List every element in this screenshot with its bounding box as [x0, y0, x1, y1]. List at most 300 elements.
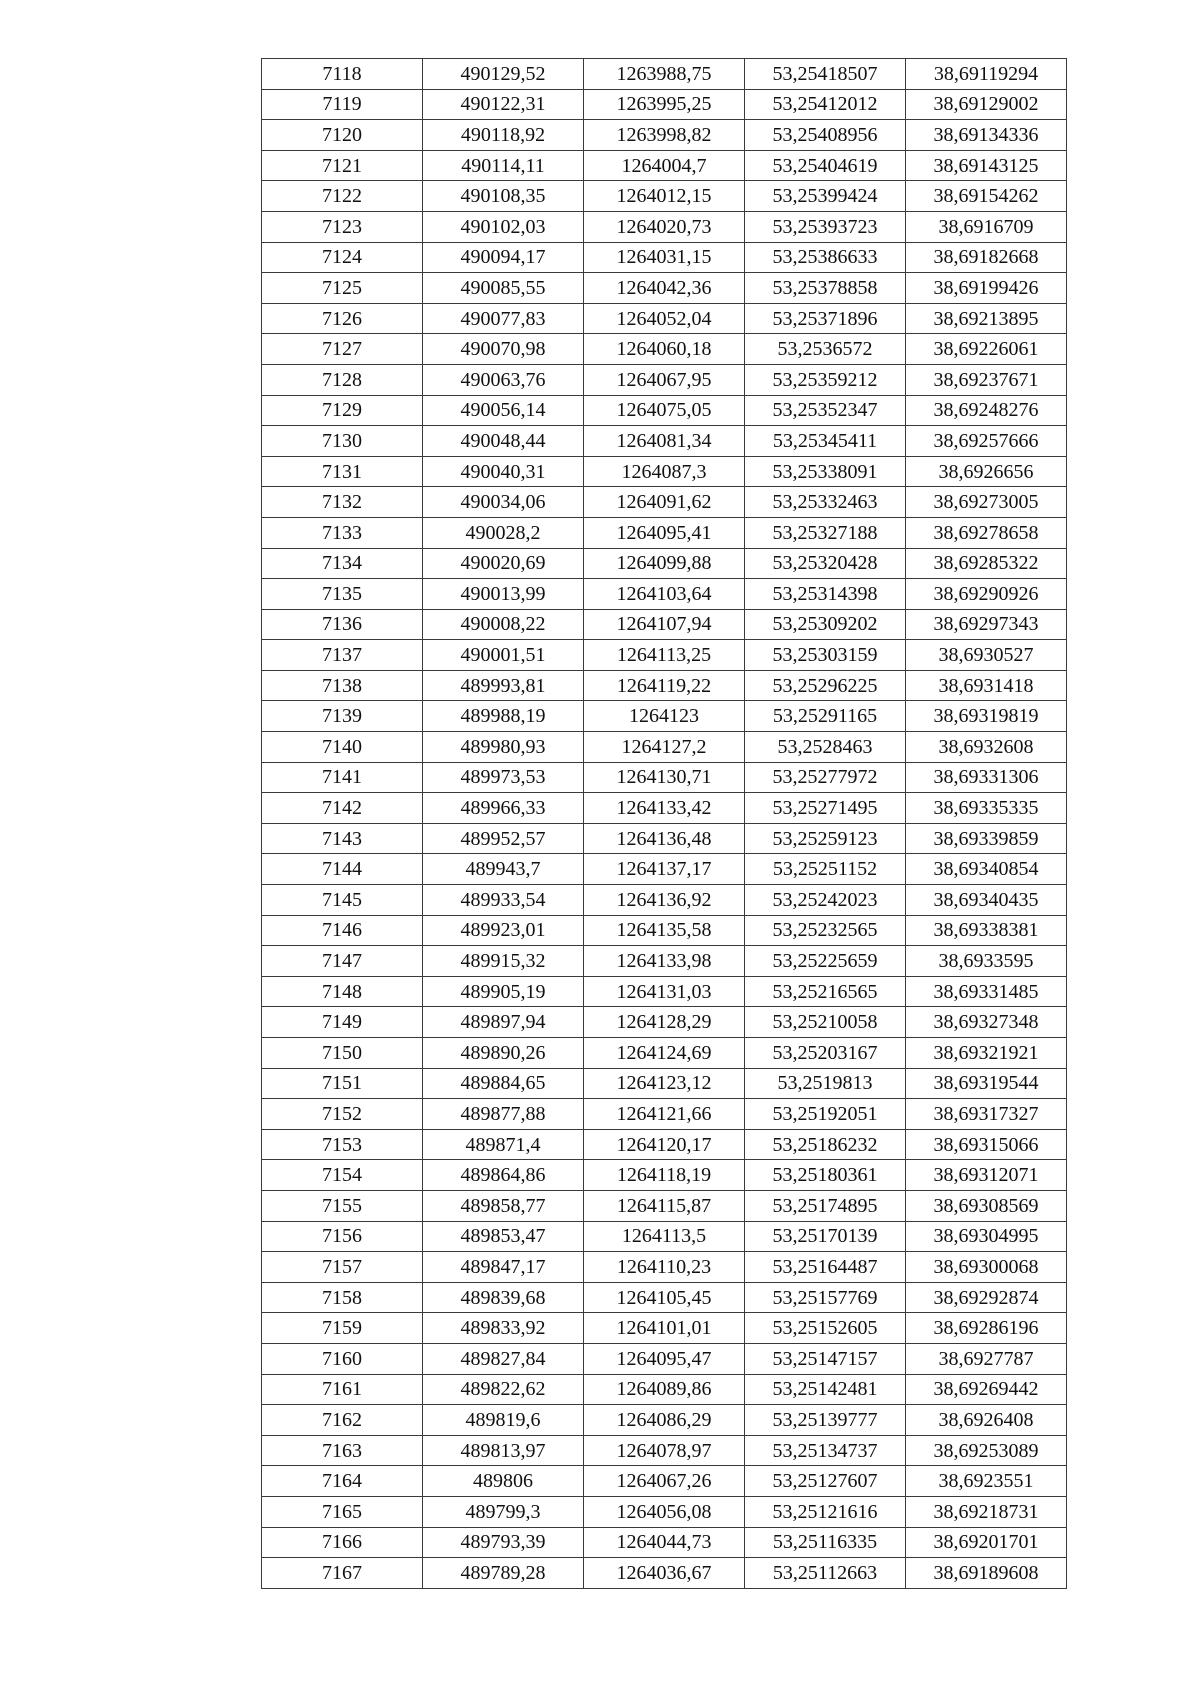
point-number-cell: 7132 [262, 487, 423, 518]
longitude-cell: 38,69317327 [906, 1099, 1067, 1130]
longitude-cell: 38,69300068 [906, 1252, 1067, 1283]
table-row [262, 211, 1067, 242]
longitude-cell: 38,6926408 [906, 1405, 1067, 1436]
y-coordinate-cell: 1264127,2 [584, 732, 745, 763]
longitude-cell: 38,69201701 [906, 1527, 1067, 1558]
x-coordinate-cell: 489952,57 [423, 823, 584, 854]
x-coordinate-cell: 489943,7 [423, 854, 584, 885]
y-coordinate-cell: 1264056,08 [584, 1496, 745, 1527]
table-row [262, 701, 1067, 732]
point-number-cell: 7138 [262, 670, 423, 701]
table-row [262, 303, 1067, 334]
x-coordinate-cell: 490094,17 [423, 242, 584, 273]
table-row [262, 823, 1067, 854]
latitude-cell: 53,25359212 [745, 364, 906, 395]
longitude-cell: 38,69253089 [906, 1435, 1067, 1466]
y-coordinate-cell: 1264078,97 [584, 1435, 745, 1466]
table-row [262, 1190, 1067, 1221]
y-coordinate-cell: 1264121,66 [584, 1099, 745, 1130]
longitude-cell: 38,69278658 [906, 517, 1067, 548]
table-row [262, 732, 1067, 763]
longitude-cell: 38,69290926 [906, 579, 1067, 610]
table-row [262, 59, 1067, 90]
y-coordinate-cell: 1264099,88 [584, 548, 745, 579]
y-coordinate-cell: 1264105,45 [584, 1282, 745, 1313]
x-coordinate-cell: 489966,33 [423, 793, 584, 824]
latitude-cell: 53,25320428 [745, 548, 906, 579]
table-row [262, 640, 1067, 671]
y-coordinate-cell: 1264131,03 [584, 976, 745, 1007]
longitude-cell: 38,69340435 [906, 885, 1067, 916]
x-coordinate-cell: 489806 [423, 1466, 584, 1497]
y-coordinate-cell: 1264087,3 [584, 456, 745, 487]
coordinates-table-body [262, 59, 1067, 1589]
table-row [262, 885, 1067, 916]
point-number-cell: 7127 [262, 334, 423, 365]
x-coordinate-cell: 490001,51 [423, 640, 584, 671]
table-row [262, 181, 1067, 212]
point-number-cell: 7143 [262, 823, 423, 854]
longitude-cell: 38,69129002 [906, 89, 1067, 120]
point-number-cell: 7154 [262, 1160, 423, 1191]
x-coordinate-cell: 490077,83 [423, 303, 584, 334]
longitude-cell: 38,6916709 [906, 211, 1067, 242]
y-coordinate-cell: 1264115,87 [584, 1190, 745, 1221]
latitude-cell: 53,25170139 [745, 1221, 906, 1252]
point-number-cell: 7162 [262, 1405, 423, 1436]
latitude-cell: 53,25378858 [745, 273, 906, 304]
x-coordinate-cell: 489827,84 [423, 1343, 584, 1374]
x-coordinate-cell: 489884,65 [423, 1068, 584, 1099]
x-coordinate-cell: 489915,32 [423, 946, 584, 977]
table-row [262, 1007, 1067, 1038]
table-row [262, 976, 1067, 1007]
table-row [262, 120, 1067, 151]
table-row [262, 1038, 1067, 1069]
longitude-cell: 38,69273005 [906, 487, 1067, 518]
x-coordinate-cell: 489897,94 [423, 1007, 584, 1038]
point-number-cell: 7144 [262, 854, 423, 885]
x-coordinate-cell: 489799,3 [423, 1496, 584, 1527]
longitude-cell: 38,69335335 [906, 793, 1067, 824]
point-number-cell: 7167 [262, 1558, 423, 1589]
longitude-cell: 38,69218731 [906, 1496, 1067, 1527]
latitude-cell: 53,25242023 [745, 885, 906, 916]
y-coordinate-cell: 1264004,7 [584, 150, 745, 181]
y-coordinate-cell: 1264089,86 [584, 1374, 745, 1405]
table-row [262, 854, 1067, 885]
x-coordinate-cell: 489813,97 [423, 1435, 584, 1466]
x-coordinate-cell: 490040,31 [423, 456, 584, 487]
latitude-cell: 53,25192051 [745, 1099, 906, 1130]
point-number-cell: 7134 [262, 548, 423, 579]
point-number-cell: 7158 [262, 1282, 423, 1313]
table-row [262, 1160, 1067, 1191]
latitude-cell: 53,25418507 [745, 59, 906, 90]
table-row [262, 364, 1067, 395]
table-row [262, 793, 1067, 824]
latitude-cell: 53,25142481 [745, 1374, 906, 1405]
table-row [262, 426, 1067, 457]
point-number-cell: 7166 [262, 1527, 423, 1558]
longitude-cell: 38,69304995 [906, 1221, 1067, 1252]
point-number-cell: 7147 [262, 946, 423, 977]
latitude-cell: 53,25251152 [745, 854, 906, 885]
longitude-cell: 38,69154262 [906, 181, 1067, 212]
y-coordinate-cell: 1264113,5 [584, 1221, 745, 1252]
latitude-cell: 53,25352347 [745, 395, 906, 426]
longitude-cell: 38,6931418 [906, 670, 1067, 701]
x-coordinate-cell: 490114,11 [423, 150, 584, 181]
longitude-cell: 38,69319544 [906, 1068, 1067, 1099]
latitude-cell: 53,25332463 [745, 487, 906, 518]
latitude-cell: 53,25203167 [745, 1038, 906, 1069]
longitude-cell: 38,6923551 [906, 1466, 1067, 1497]
y-coordinate-cell: 1263988,75 [584, 59, 745, 90]
y-coordinate-cell: 1263995,25 [584, 89, 745, 120]
table-row [262, 150, 1067, 181]
x-coordinate-cell: 490028,2 [423, 517, 584, 548]
table-row [262, 609, 1067, 640]
latitude-cell: 53,25386633 [745, 242, 906, 273]
latitude-cell: 53,25399424 [745, 181, 906, 212]
point-number-cell: 7157 [262, 1252, 423, 1283]
y-coordinate-cell: 1264101,01 [584, 1313, 745, 1344]
x-coordinate-cell: 490063,76 [423, 364, 584, 395]
y-coordinate-cell: 1264095,41 [584, 517, 745, 548]
latitude-cell: 53,25232565 [745, 915, 906, 946]
x-coordinate-cell: 489923,01 [423, 915, 584, 946]
table-row [262, 1405, 1067, 1436]
latitude-cell: 53,25345411 [745, 426, 906, 457]
longitude-cell: 38,69119294 [906, 59, 1067, 90]
x-coordinate-cell: 489905,19 [423, 976, 584, 1007]
longitude-cell: 38,69285322 [906, 548, 1067, 579]
point-number-cell: 7121 [262, 150, 423, 181]
x-coordinate-cell: 490102,03 [423, 211, 584, 242]
latitude-cell: 53,25327188 [745, 517, 906, 548]
x-coordinate-cell: 489819,6 [423, 1405, 584, 1436]
point-number-cell: 7123 [262, 211, 423, 242]
longitude-cell: 38,69248276 [906, 395, 1067, 426]
x-coordinate-cell: 489839,68 [423, 1282, 584, 1313]
point-number-cell: 7125 [262, 273, 423, 304]
x-coordinate-cell: 490034,06 [423, 487, 584, 518]
latitude-cell: 53,25225659 [745, 946, 906, 977]
point-number-cell: 7136 [262, 609, 423, 640]
x-coordinate-cell: 489847,17 [423, 1252, 584, 1283]
y-coordinate-cell: 1264133,42 [584, 793, 745, 824]
latitude-cell: 53,25139777 [745, 1405, 906, 1436]
x-coordinate-cell: 489853,47 [423, 1221, 584, 1252]
latitude-cell: 53,25216565 [745, 976, 906, 1007]
point-number-cell: 7150 [262, 1038, 423, 1069]
latitude-cell: 53,25408956 [745, 120, 906, 151]
latitude-cell: 53,25116335 [745, 1527, 906, 1558]
y-coordinate-cell: 1264012,15 [584, 181, 745, 212]
x-coordinate-cell: 490020,69 [423, 548, 584, 579]
longitude-cell: 38,69226061 [906, 334, 1067, 365]
longitude-cell: 38,69269442 [906, 1374, 1067, 1405]
longitude-cell: 38,69312071 [906, 1160, 1067, 1191]
x-coordinate-cell: 490108,35 [423, 181, 584, 212]
point-number-cell: 7119 [262, 89, 423, 120]
point-number-cell: 7118 [262, 59, 423, 90]
point-number-cell: 7139 [262, 701, 423, 732]
longitude-cell: 38,69213895 [906, 303, 1067, 334]
longitude-cell: 38,69297343 [906, 609, 1067, 640]
point-number-cell: 7142 [262, 793, 423, 824]
point-number-cell: 7120 [262, 120, 423, 151]
longitude-cell: 38,6926656 [906, 456, 1067, 487]
point-number-cell: 7137 [262, 640, 423, 671]
latitude-cell: 53,25174895 [745, 1190, 906, 1221]
point-number-cell: 7165 [262, 1496, 423, 1527]
point-number-cell: 7161 [262, 1374, 423, 1405]
longitude-cell: 38,6927787 [906, 1343, 1067, 1374]
x-coordinate-cell: 489871,4 [423, 1129, 584, 1160]
x-coordinate-cell: 489864,86 [423, 1160, 584, 1191]
table-row [262, 395, 1067, 426]
table-row [262, 242, 1067, 273]
x-coordinate-cell: 490085,55 [423, 273, 584, 304]
longitude-cell: 38,69182668 [906, 242, 1067, 273]
point-number-cell: 7131 [262, 456, 423, 487]
y-coordinate-cell: 1264107,94 [584, 609, 745, 640]
latitude-cell: 53,2519813 [745, 1068, 906, 1099]
y-coordinate-cell: 1264119,22 [584, 670, 745, 701]
point-number-cell: 7156 [262, 1221, 423, 1252]
latitude-cell: 53,25180361 [745, 1160, 906, 1191]
x-coordinate-cell: 490129,52 [423, 59, 584, 90]
y-coordinate-cell: 1264136,48 [584, 823, 745, 854]
point-number-cell: 7151 [262, 1068, 423, 1099]
latitude-cell: 53,25412012 [745, 89, 906, 120]
x-coordinate-cell: 489789,28 [423, 1558, 584, 1589]
point-number-cell: 7130 [262, 426, 423, 457]
y-coordinate-cell: 1264052,04 [584, 303, 745, 334]
table-row [262, 89, 1067, 120]
table-row [262, 1435, 1067, 1466]
x-coordinate-cell: 489890,26 [423, 1038, 584, 1069]
table-row [262, 334, 1067, 365]
y-coordinate-cell: 1263998,82 [584, 120, 745, 151]
latitude-cell: 53,25309202 [745, 609, 906, 640]
latitude-cell: 53,25371896 [745, 303, 906, 334]
point-number-cell: 7122 [262, 181, 423, 212]
latitude-cell: 53,2528463 [745, 732, 906, 763]
table-row [262, 487, 1067, 518]
y-coordinate-cell: 1264133,98 [584, 946, 745, 977]
table-row [262, 1099, 1067, 1130]
table-row [262, 915, 1067, 946]
longitude-cell: 38,6930527 [906, 640, 1067, 671]
table-row [262, 517, 1067, 548]
table-row [262, 1558, 1067, 1589]
x-coordinate-cell: 489980,93 [423, 732, 584, 763]
table-row [262, 1252, 1067, 1283]
y-coordinate-cell: 1264136,92 [584, 885, 745, 916]
y-coordinate-cell: 1264130,71 [584, 762, 745, 793]
latitude-cell: 53,2536572 [745, 334, 906, 365]
point-number-cell: 7128 [262, 364, 423, 395]
longitude-cell: 38,6933595 [906, 946, 1067, 977]
point-number-cell: 7152 [262, 1099, 423, 1130]
latitude-cell: 53,25152605 [745, 1313, 906, 1344]
point-number-cell: 7164 [262, 1466, 423, 1497]
longitude-cell: 38,69319819 [906, 701, 1067, 732]
table-row [262, 1527, 1067, 1558]
table-row [262, 1466, 1067, 1497]
table-row [262, 1496, 1067, 1527]
x-coordinate-cell: 489793,39 [423, 1527, 584, 1558]
y-coordinate-cell: 1264120,17 [584, 1129, 745, 1160]
y-coordinate-cell: 1264086,29 [584, 1405, 745, 1436]
point-number-cell: 7155 [262, 1190, 423, 1221]
latitude-cell: 53,25291165 [745, 701, 906, 732]
y-coordinate-cell: 1264123,12 [584, 1068, 745, 1099]
x-coordinate-cell: 490118,92 [423, 120, 584, 151]
latitude-cell: 53,25393723 [745, 211, 906, 242]
latitude-cell: 53,25404619 [745, 150, 906, 181]
y-coordinate-cell: 1264075,05 [584, 395, 745, 426]
y-coordinate-cell: 1264135,58 [584, 915, 745, 946]
table-row [262, 1343, 1067, 1374]
longitude-cell: 38,69257666 [906, 426, 1067, 457]
y-coordinate-cell: 1264067,95 [584, 364, 745, 395]
point-number-cell: 7140 [262, 732, 423, 763]
longitude-cell: 38,69315066 [906, 1129, 1067, 1160]
table-row [262, 456, 1067, 487]
longitude-cell: 38,69143125 [906, 150, 1067, 181]
x-coordinate-cell: 489822,62 [423, 1374, 584, 1405]
longitude-cell: 38,69286196 [906, 1313, 1067, 1344]
point-number-cell: 7124 [262, 242, 423, 273]
y-coordinate-cell: 1264042,36 [584, 273, 745, 304]
longitude-cell: 38,6932608 [906, 732, 1067, 763]
latitude-cell: 53,25121616 [745, 1496, 906, 1527]
latitude-cell: 53,25314398 [745, 579, 906, 610]
longitude-cell: 38,69237671 [906, 364, 1067, 395]
table-row [262, 579, 1067, 610]
table-row [262, 762, 1067, 793]
point-number-cell: 7135 [262, 579, 423, 610]
y-coordinate-cell: 1264128,29 [584, 1007, 745, 1038]
latitude-cell: 53,25157769 [745, 1282, 906, 1313]
table-row [262, 946, 1067, 977]
table-row [262, 1374, 1067, 1405]
y-coordinate-cell: 1264103,64 [584, 579, 745, 610]
longitude-cell: 38,69292874 [906, 1282, 1067, 1313]
longitude-cell: 38,69321921 [906, 1038, 1067, 1069]
table-row [262, 670, 1067, 701]
latitude-cell: 53,25127607 [745, 1466, 906, 1497]
point-number-cell: 7149 [262, 1007, 423, 1038]
y-coordinate-cell: 1264067,26 [584, 1466, 745, 1497]
x-coordinate-cell: 489973,53 [423, 762, 584, 793]
x-coordinate-cell: 490008,22 [423, 609, 584, 640]
latitude-cell: 53,25186232 [745, 1129, 906, 1160]
latitude-cell: 53,25164487 [745, 1252, 906, 1283]
x-coordinate-cell: 490013,99 [423, 579, 584, 610]
x-coordinate-cell: 490122,31 [423, 89, 584, 120]
x-coordinate-cell: 489833,92 [423, 1313, 584, 1344]
longitude-cell: 38,69340854 [906, 854, 1067, 885]
longitude-cell: 38,69338381 [906, 915, 1067, 946]
latitude-cell: 53,25147157 [745, 1343, 906, 1374]
table-row [262, 1068, 1067, 1099]
latitude-cell: 53,25277972 [745, 762, 906, 793]
x-coordinate-cell: 489877,88 [423, 1099, 584, 1130]
coordinates-table [261, 58, 1067, 1589]
y-coordinate-cell: 1264044,73 [584, 1527, 745, 1558]
point-number-cell: 7159 [262, 1313, 423, 1344]
y-coordinate-cell: 1264124,69 [584, 1038, 745, 1069]
point-number-cell: 7141 [262, 762, 423, 793]
latitude-cell: 53,25338091 [745, 456, 906, 487]
point-number-cell: 7160 [262, 1343, 423, 1374]
longitude-cell: 38,69331485 [906, 976, 1067, 1007]
latitude-cell: 53,25296225 [745, 670, 906, 701]
table-row [262, 548, 1067, 579]
table-row [262, 1282, 1067, 1313]
latitude-cell: 53,25112663 [745, 1558, 906, 1589]
y-coordinate-cell: 1264020,73 [584, 211, 745, 242]
point-number-cell: 7133 [262, 517, 423, 548]
y-coordinate-cell: 1264110,23 [584, 1252, 745, 1283]
longitude-cell: 38,69308569 [906, 1190, 1067, 1221]
longitude-cell: 38,69339859 [906, 823, 1067, 854]
y-coordinate-cell: 1264031,15 [584, 242, 745, 273]
longitude-cell: 38,69331306 [906, 762, 1067, 793]
x-coordinate-cell: 490056,14 [423, 395, 584, 426]
longitude-cell: 38,69134336 [906, 120, 1067, 151]
point-number-cell: 7163 [262, 1435, 423, 1466]
y-coordinate-cell: 1264118,19 [584, 1160, 745, 1191]
x-coordinate-cell: 489988,19 [423, 701, 584, 732]
y-coordinate-cell: 1264081,34 [584, 426, 745, 457]
table-row [262, 1129, 1067, 1160]
point-number-cell: 7153 [262, 1129, 423, 1160]
y-coordinate-cell: 1264091,62 [584, 487, 745, 518]
x-coordinate-cell: 490048,44 [423, 426, 584, 457]
table-row [262, 273, 1067, 304]
y-coordinate-cell: 1264060,18 [584, 334, 745, 365]
y-coordinate-cell: 1264036,67 [584, 1558, 745, 1589]
latitude-cell: 53,25259123 [745, 823, 906, 854]
point-number-cell: 7145 [262, 885, 423, 916]
x-coordinate-cell: 489858,77 [423, 1190, 584, 1221]
x-coordinate-cell: 489993,81 [423, 670, 584, 701]
y-coordinate-cell: 1264095,47 [584, 1343, 745, 1374]
latitude-cell: 53,25134737 [745, 1435, 906, 1466]
y-coordinate-cell: 1264123 [584, 701, 745, 732]
table-row [262, 1313, 1067, 1344]
y-coordinate-cell: 1264137,17 [584, 854, 745, 885]
latitude-cell: 53,25210058 [745, 1007, 906, 1038]
x-coordinate-cell: 489933,54 [423, 885, 584, 916]
point-number-cell: 7126 [262, 303, 423, 334]
longitude-cell: 38,69199426 [906, 273, 1067, 304]
point-number-cell: 7146 [262, 915, 423, 946]
latitude-cell: 53,25303159 [745, 640, 906, 671]
point-number-cell: 7129 [262, 395, 423, 426]
longitude-cell: 38,69189608 [906, 1558, 1067, 1589]
point-number-cell: 7148 [262, 976, 423, 1007]
latitude-cell: 53,25271495 [745, 793, 906, 824]
y-coordinate-cell: 1264113,25 [584, 640, 745, 671]
x-coordinate-cell: 490070,98 [423, 334, 584, 365]
